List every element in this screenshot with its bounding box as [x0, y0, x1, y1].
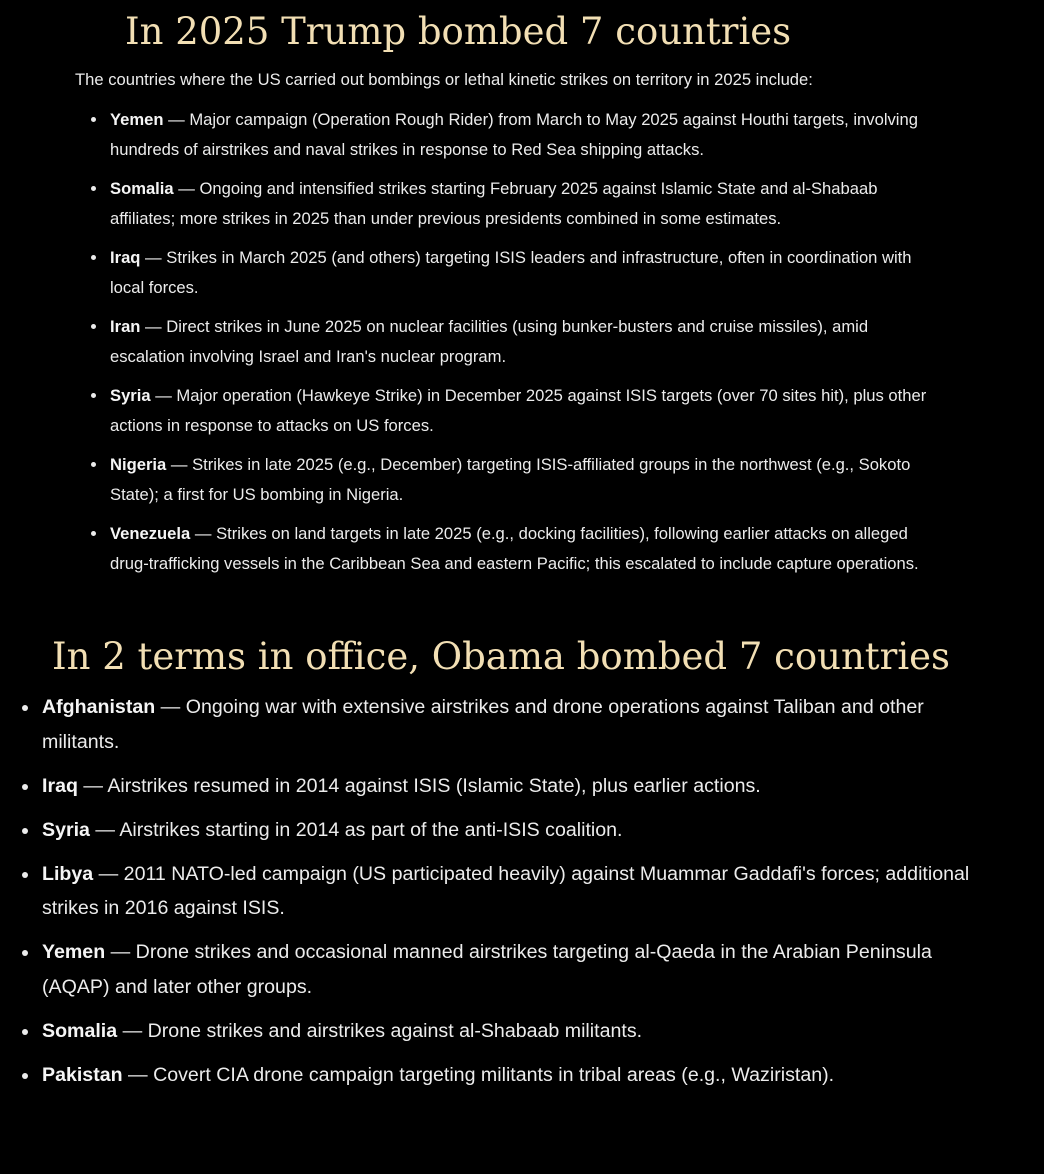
country-name: Venezuela: [110, 524, 191, 543]
list-item: [42, 935, 1002, 1004]
list-item: [42, 769, 1002, 804]
country-description: — 2011 NATO-led campaign (US participated heavily) against Muammar Gaddafi's forces; additional strikes in 2016 against ISIS.: [42, 862, 970, 919]
country-description: — Major campaign (Operation Rough Rider) from March to May 2025 against Houthi targets, involving hundreds of airstrikes and naval strikes in response to Red Sea shipping attacks.: [110, 110, 918, 159]
country-name: Iraq: [110, 248, 141, 267]
trump-intro-text: The countries where the US carried out bombings or lethal kinetic strikes on territory in 2025 include:: [75, 70, 813, 89]
country-description: — Strikes in March 2025 (and others) targeting ISIS leaders and infrastructure, often in coordination with local forces.: [110, 248, 912, 297]
country-description: — Ongoing war with extensive airstrikes and drone operations against Taliban and other militants.: [42, 696, 924, 753]
country-name: Syria: [42, 818, 90, 841]
country-name: Iraq: [42, 774, 78, 797]
country-description: — Covert CIA drone campaign targeting militants in tribal areas (e.g., Waziristan).: [122, 1063, 835, 1086]
trump-section-title: In 2025 Trump bombed 7 countries: [125, 10, 792, 53]
country-name: Pakistan: [42, 1063, 123, 1086]
list-item: [110, 312, 930, 372]
country-name: Somalia: [42, 1019, 118, 1042]
country-description: — Major operation (Hawkeye Strike) in December 2025 against ISIS targets (over 70 sites hit), plus other actions in response to attacks on US forces.: [110, 386, 927, 435]
country-name: Libya: [42, 862, 94, 885]
country-description: — Strikes in late 2025 (e.g., December) targeting ISIS-affiliated groups in the northwest (e.g., Sokoto State); a first for US bombing in Nigeria.: [110, 455, 911, 504]
list-item: [110, 381, 930, 441]
list-item: [42, 813, 1002, 848]
list-item: [110, 519, 930, 579]
country-name: Yemen: [110, 110, 164, 129]
country-name: Nigeria: [110, 455, 167, 474]
country-name: Syria: [110, 386, 151, 405]
country-description: — Drone strikes and occasional manned airstrikes targeting al-Qaeda in the Arabian Peninsula (AQAP) and later other groups.: [42, 941, 932, 998]
country-name: Afghanistan: [42, 696, 156, 718]
list-item: [42, 1014, 1002, 1049]
country-description: — Strikes on land targets in late 2025 (e.g., docking facilities), following earlier attacks on alleged drug-trafficking vessels in the Caribbean Sea and eastern Pacific; this escalated to include capture operations.: [110, 524, 919, 573]
list-item: [110, 243, 930, 303]
country-description: — Ongoing and intensified strikes starting February 2025 against Islamic State and al-Shabaab affiliates; more strikes in 2025 than under previous presidents combined in some estimates.: [110, 179, 878, 228]
obama-country-list: [42, 690, 1002, 1102]
country-name: Yemen: [42, 941, 106, 963]
list-item: [42, 1058, 1002, 1093]
trump-country-list: [110, 105, 930, 588]
country-description: — Airstrikes resumed in 2014 against ISIS (Islamic State), plus earlier actions.: [77, 774, 761, 797]
list-item: [110, 174, 930, 234]
country-description: — Drone strikes and airstrikes against al-Shabaab militants.: [117, 1019, 643, 1042]
list-item: [110, 450, 930, 510]
list-item: [42, 857, 1002, 926]
country-description: — Direct strikes in June 2025 on nuclear facilities (using bunker-busters and cruise missiles), amid escalation involving Israel and Iran's nuclear program.: [110, 317, 869, 366]
list-item: [42, 690, 1002, 759]
country-description: — Airstrikes starting in 2014 as part of the anti-ISIS coalition.: [89, 818, 623, 841]
obama-section-title: In 2 terms in office, Obama bombed 7 countries: [52, 635, 951, 678]
country-name: Iran: [110, 317, 141, 336]
country-name: Somalia: [110, 179, 174, 198]
list-item: [110, 105, 930, 165]
